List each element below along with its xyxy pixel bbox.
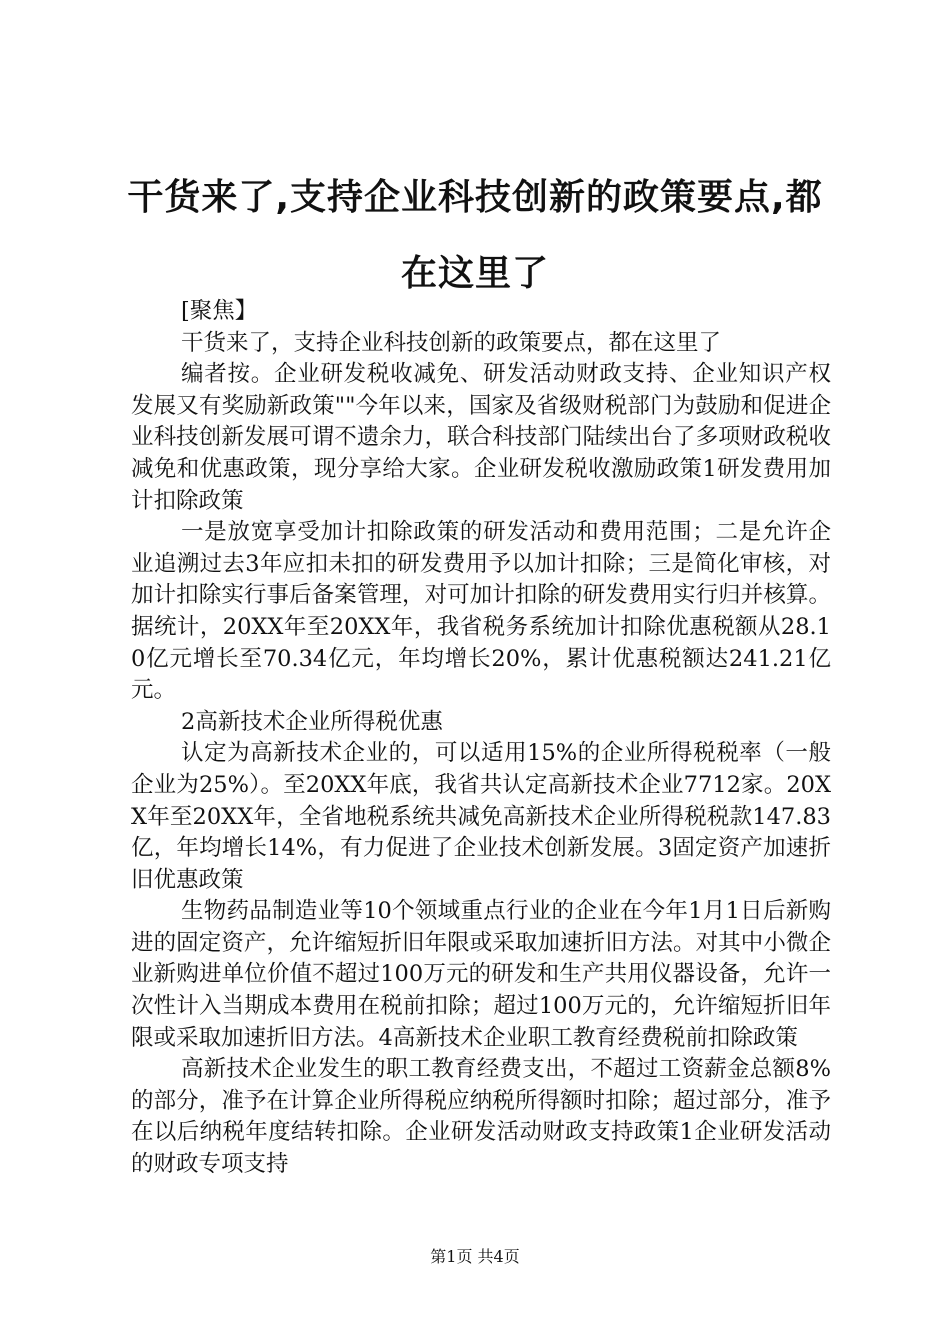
paragraph-tag: [聚焦】 <box>181 298 258 324</box>
document-body <box>131 296 831 1181</box>
document-title: 干货来了,支持企业科技创新的政策要点,都在这里了 <box>127 177 823 294</box>
page-number: 第1页 共4页 <box>430 1247 520 1266</box>
paragraph-education-funds: 高新技术企业发生的职工教育经费支出，不超过工资薪金总额8%的部分，准予在计算企业所得税应纳税所得额时扣除；超过部分，准予在以后纳税年度结转扣除。企业研发活动财政支持政策1企业研发活动的财政专项支持 <box>131 1056 831 1178</box>
paragraph-editor-note: 编者按。企业研发税收减免、研发活动财政支持、企业知识产权发展又有奖励新政策""今年以来，国家及省级财税部门为鼓励和促进企业科技创新发展可谓不遗余力，联合科技部门陆续出台了多项财政税收减免和优惠政策，现分享给大家。企业研发税收激励政策1研发费用加计扣除政策 <box>131 361 831 514</box>
paragraph-rd-deduction: 一是放宽享受加计扣除政策的研发活动和费用范围；二是允许企业追溯过去3年应扣未扣的研发费用予以加计扣除；三是简化审核，对加计扣除实行事后备案管理，对可加计扣除的研发费用实行归并核算。据统计，20XX年至20XX年，我省税务系统加计扣除优惠税额从28.10亿元增长至70.34亿元，年均增长20%，累计优惠税额达241.21亿元。 <box>131 519 831 704</box>
paragraph-high-tech-tax: 认定为高新技术企业的，可以适用15%的企业所得税税率（一般企业为25%）。至20XX年底，我省共认定高新技术企业7712家。20XX年至20XX年，全省地税系统共减免高新技术企业所得税税款147.83亿，年均增长14%，有力促进了企业技术创新发展。3固定资产加速折旧优惠政策 <box>131 740 831 893</box>
paragraph-headline: 干货来了，支持企业科技创新的政策要点，都在这里了 <box>181 329 722 356</box>
paragraph-depreciation: 生物药品制造业等10个领域重点行业的企业在今年1月1日后新购进的固定资产，允许缩短折旧年限或采取加速折旧方法。对其中小微企业新购进单位价值不超过100万元的研发和生产共用仪器设备，允许一次性计入当期成本费用在税前扣除；超过100万元的，允许缩短折旧年限或采取加速折旧方法。4高新技术企业职工教育经费税前扣除政策 <box>131 898 831 1051</box>
paragraph-section-heading: 2高新技术企业所得税优惠 <box>181 708 443 735</box>
